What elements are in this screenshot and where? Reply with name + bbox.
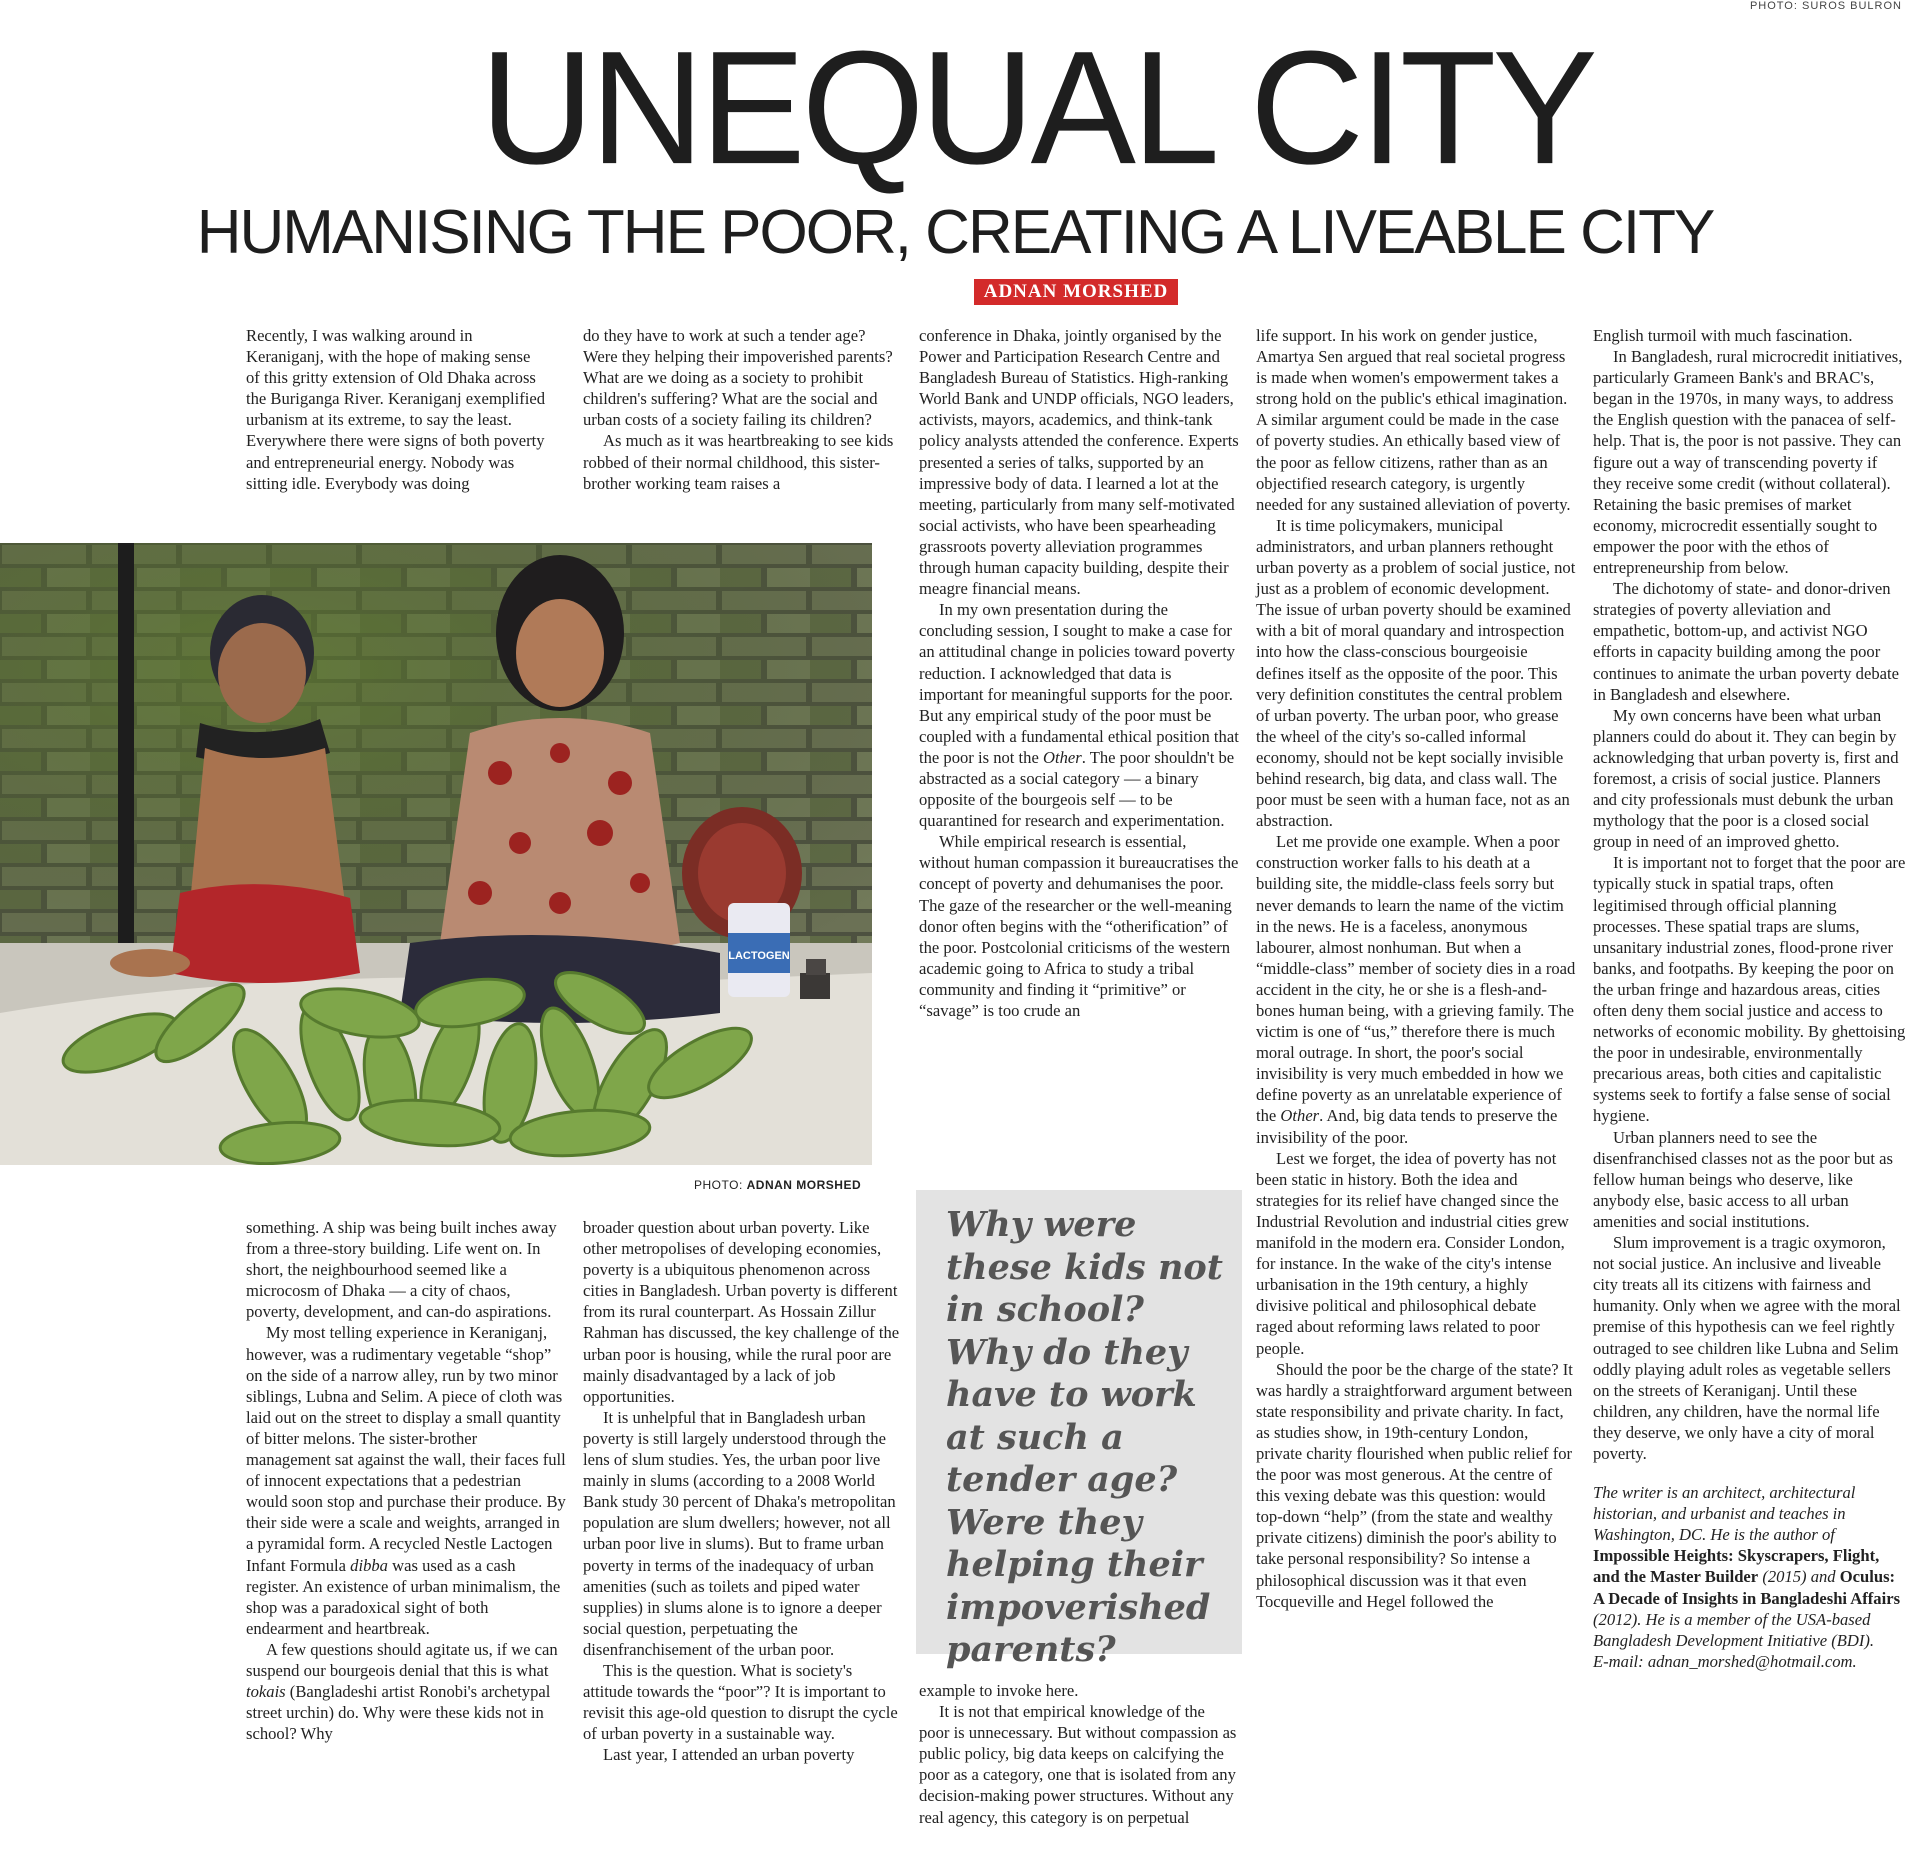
paragraph: The dichotomy of state- and donor-driven strategies of poverty alleviation and empathetic, bottom-up, and activist NGO efforts in capacity building among the poor continues to animate the urban poverty debate in Bangladesh and elsewhere.: [1593, 579, 1899, 704]
article-photo: [0, 543, 872, 1165]
paragraph: Let me provide one example. When a poor construction worker falls to his death at a building site, the middle-class feels sorry but never demands to learn the name of the victim in the news. He is a faceless, anonymous labourer, almost nonhuman. But when a “middle-class” member of society dies in a road accident in the city, he or she is a flesh-and-bones human being, with a grieving family. The victim is one of “us,” therefore there is much moral outrage. In short, the poor's social invisibility is very much embedded in how we define poverty as an unrelatable experience of the Other. And, big data tends to preserve the invisibility of the poor.: [1256, 832, 1576, 1147]
paragraph: Lest we forget, the idea of poverty has not been static in history. Both the idea and strategies for its relief have changed since the Industrial Revolution and industrial cities grew manifold in the modern era. Consider London, for instance. In the wake of the city's intense urbanisation in the 19th century, a highly divisive political and philosophical debate raged about reforming laws related to poor people.: [1256, 1148, 1569, 1358]
paragraph: Last year, I attended an urban poverty: [603, 1745, 855, 1765]
paragraph: English turmoil with much fascination.: [1593, 326, 1853, 345]
paragraph: While empirical research is essential, without human compassion it bureaucratises the concept of poverty and dehumanises the poor. The gaze of the researcher or the well-meaning donor often begins with the “otherification” of the poor. Postcolonial criticisms of the western academic going to Africa to study a tribal community and finding it “primitive” or “savage” is too crude an: [919, 832, 1239, 1020]
subheadline: HUMANISING THE POOR, CREATING A LIVEABLE CITY: [196, 198, 1714, 267]
photo-illustration: [0, 543, 872, 1165]
paragraph: Urban planners need to see the disenfranchised classes not as the poor but as fellow human beings who deserve, like anybody else, basic access to all urban amenities and social institutions.: [1593, 1127, 1893, 1231]
can-label: LACTOGEN: [728, 950, 790, 962]
column-2-top: [583, 325, 903, 494]
paragraph: It is time policymakers, municipal administrators, and urban planners rethought urban poverty as a problem of social justice, not just as a problem of economic development. The issue of urban poverty should be examined with a bit of moral quandary and introspection into how the class-conscious bourgeoisie defines itself as the opposite of the poor. This very definition constitutes the central problem of urban poverty. The urban poor, who grease the wheel of the city's so-called informal economy, should not be kept socially invisible behind research, big data, and class wall. The poor must be seen with a human face, not as an abstraction.: [1256, 515, 1576, 831]
top-photo-credit: PHOTO: SUROS BULRON: [1749, 0, 1902, 12]
photo-credit: [694, 1178, 861, 1192]
paragraph: something. A ship was being built inches away from a three-story building. Life went on. In short, the neighbourhood seemed like a microcosm of Dhaka — a city of chaos, poverty, development, and can-do aspirations.: [246, 1218, 557, 1322]
pull-quote-box: [916, 1190, 1242, 1670]
paragraph: life support. In his work on gender justice, Amartya Sen argued that real societal progress is made when women's empowerment takes a strong hold on the public's ethical imagination. A similar argument could be made in the case of poverty studies. An ethically based view of the poor as fellow citizens, rather than as an objectified research category, is urgently needed for any sustained alleviation of poverty.: [1256, 326, 1571, 514]
paragraph: In Bangladesh, rural microcredit initiatives, particularly Grameen Bank's and BRAC's, began in the 1970s, in many ways, to address the English question with the panacea of self-help. That is, the poor is not passive. They can figure out a way of transcending poverty if they receive some credit (without collateral). Retaining the basic premises of market economy, microcredit essentially sought to empower the poor with the ethos of entrepreneurship from below.: [1593, 347, 1903, 578]
paragraph: It is important not to forget that the poor are typically stuck in spatial traps, often legitimised through official planning processes. These spatial traps are slums, unsanitary industrial zones, flood-prone river banks, and footpaths. By keeping the poor on the urban fringe and hazardous areas, cities often deny them social justice and access to networks of economic mobility. By ghettoising the poor in undesirable, environmentally precarious areas, both cities and capitalistic systems seek to fortify a false sense of social hygiene.: [1593, 853, 1906, 1126]
column-3-bottom: [919, 1680, 1239, 1828]
paragraph: As much as it was heartbreaking to see kids robbed of their normal childhood, this sister-brother working team raises a: [583, 431, 894, 493]
column-2-bottom: [583, 1217, 903, 1765]
pull-quote: Why were these kids not in school? Why do they have to work at such a tender age? Were they helping their impoverished parents?: [946, 1204, 1223, 1670]
paragraph: This is the question. What is society's attitude towards the “poor”? It is important to revisit this age-old question to disrupt the cycle of urban poverty in a sustainable way.: [583, 1660, 898, 1744]
paragraph: example to invoke here.: [919, 1681, 1079, 1700]
paragraph: My own concerns have been what urban planners could do about it. They can begin by acknowledging that urban poverty is, first and foremost, a crisis of social justice. Planners and city professionals must debunk the urban mythology that the poor is a closed social group in need of an improved ghetto.: [1593, 705, 1899, 852]
paragraph: Slum improvement is a tragic oxymoron, not social justice. An inclusive and liveable city treats all its citizens with fairness and humanity. Only when we agree with the moral premise of this hypothesis can we feel rightly outraged to see children like Lubna and Selim oddly playing adult roles as vegetable sellers on the streets of Keraniganj. Until these children, any children, have the normal life they deserve, we only have a city of moral poverty.: [1593, 1233, 1901, 1463]
author-bio: The writer is an architect, architectural historian, and urbanist and teaches in Washington, DC. He is the author of Impossible Heights: Skyscrapers, Flight, and the Master Builder (2015) and Oculus: A Decade of Insights in Bangladeshi Affairs (2012). He is a member of the USA-based Bangladesh Development Initiative (BDI). E-mail: adnan_morshed@hotmail.com.: [1593, 1483, 1901, 1671]
byline: ADNAN MORSHED: [974, 279, 1178, 305]
headline: UNEQUAL CITY: [480, 18, 1594, 198]
paragraph: conference in Dhaka, jointly organised by the Power and Participation Research Centre and Bangladesh Bureau of Statistics. High-ranking World Bank and UNDP officials, NGO leaders, activists, mayors, academics, and think-tank policy analysts attended the conference. Experts presented a series of talks, supported by an impressive body of data. I learned a lot at the meeting, particularly from many self-motivated social activists, who have been spearheading grassroots poverty alleviation programmes through human capacity building, despite their meagre financial means.: [919, 326, 1239, 599]
photo-credit-label: PHOTO:: [694, 1178, 747, 1192]
column-5: [1593, 325, 1908, 1672]
paragraph: In my own presentation during the concluding session, I sought to make a case for an attitudinal change in policies toward poverty reduction. I acknowledged that data is important for meaningful supports for the poor. But any empirical study of the poor must be coupled with a fundamental ethical position that the poor is not the Other. The poor shouldn't be abstracted as a social category — a binary opposite of the bourgeois self — to be quarantined for research and experimentation.: [919, 600, 1239, 831]
column-1-top: [246, 325, 546, 494]
paragraph: It is not that empirical knowledge of the poor is unnecessary. But without compassion as public policy, big data keeps on calcifying the poor as a category, one that is isolated from any decision-making power structures. Without any real agency, this category is on perpetual: [919, 1702, 1237, 1827]
column-3-top: [919, 325, 1239, 1021]
paragraph: My most telling experience in Keraniganj, however, was a rudimentary vegetable “shop” on the side of a narrow alley, run by two minor siblings, Lubna and Selim. A piece of cloth was laid out on the street to display a small quantity of bitter melons. The sister-brother management sat against the wall, their faces full of innocent expectations that a pedestrian would soon stop and purchase their produce. By their side were a scale and weights, arranged in a pyramidal form. A recycled Nestle Lactogen Infant Formula dibba was used as a cash register. An existence of urban minimalism, the shop was a paradoxical sight of both endearment and heartbreak.: [246, 1323, 566, 1638]
column-1-bottom: [246, 1217, 566, 1744]
column-4: [1256, 325, 1576, 1612]
paragraph: It is unhelpful that in Bangladesh urban poverty is still largely understood through the lens of slum studies. Yes, the urban poor live mainly in slums (according to a 2008 World Bank study 30 percent of Dhaka's metropolitan population are slum dwellers; however, not all urban poor live in slums). But to frame urban poverty in terms of the inadequacy of urban amenities (such as toilets and piped water supplies) in slums alone is to ignore a deeper social question, perpetuating the disenfranchisement of the urban poor.: [583, 1407, 896, 1659]
paragraph: Recently, I was walking around in Keraniganj, with the hope of making sense of this gritty extension of Old Dhaka across the Buriganga River. Keraniganj exemplified urbanism at its extreme, to say the least. Everywhere there were signs of both poverty and entrepreneurial energy. Nobody was sitting idle. Everybody was doing: [246, 326, 546, 493]
author-email: E-mail: adnan_morshed@hotmail.com.: [1593, 1651, 1857, 1671]
paragraph: broader question about urban poverty. Like other metropolises of developing economies, poverty is a ubiquitous phenomenon across cities in Bangladesh. Urban poverty is different from its rural counterpart. As Hossain Zillur Rahman has discussed, the key challenge of the urban poor is housing, while the rural poor are mainly disadvantaged by a lack of job opportunities.: [583, 1218, 900, 1406]
paragraph: Should the poor be the charge of the state? It was hardly a straightforward argument between state responsibility and private charity. In fact, as studies show, in 19th-century London, private charity flourished when public relief for the poor was most generous. At the centre of this vexing debate was this question: would top-down “help” (from the state and wealthy private citizens) diminish the poor's ability to take personal responsibility? So intense a philosophical discussion was it that even Tocqueville and Hegel followed the: [1256, 1359, 1573, 1611]
paragraph: A few questions should agitate us, if we can suspend our bourgeois denial that this is what tokais (Bangladeshi artist Ronobi's archetypal street urchin) do. Why were these kids not in school? Why: [246, 1639, 558, 1744]
photo-credit-name: ADNAN MORSHED: [746, 1178, 862, 1192]
paragraph: do they have to work at such a tender age? Were they helping their impoverished parents? What are we doing as a society to prohibit children's suffering? What are the social and urban costs of a society failing its children?: [583, 326, 893, 430]
